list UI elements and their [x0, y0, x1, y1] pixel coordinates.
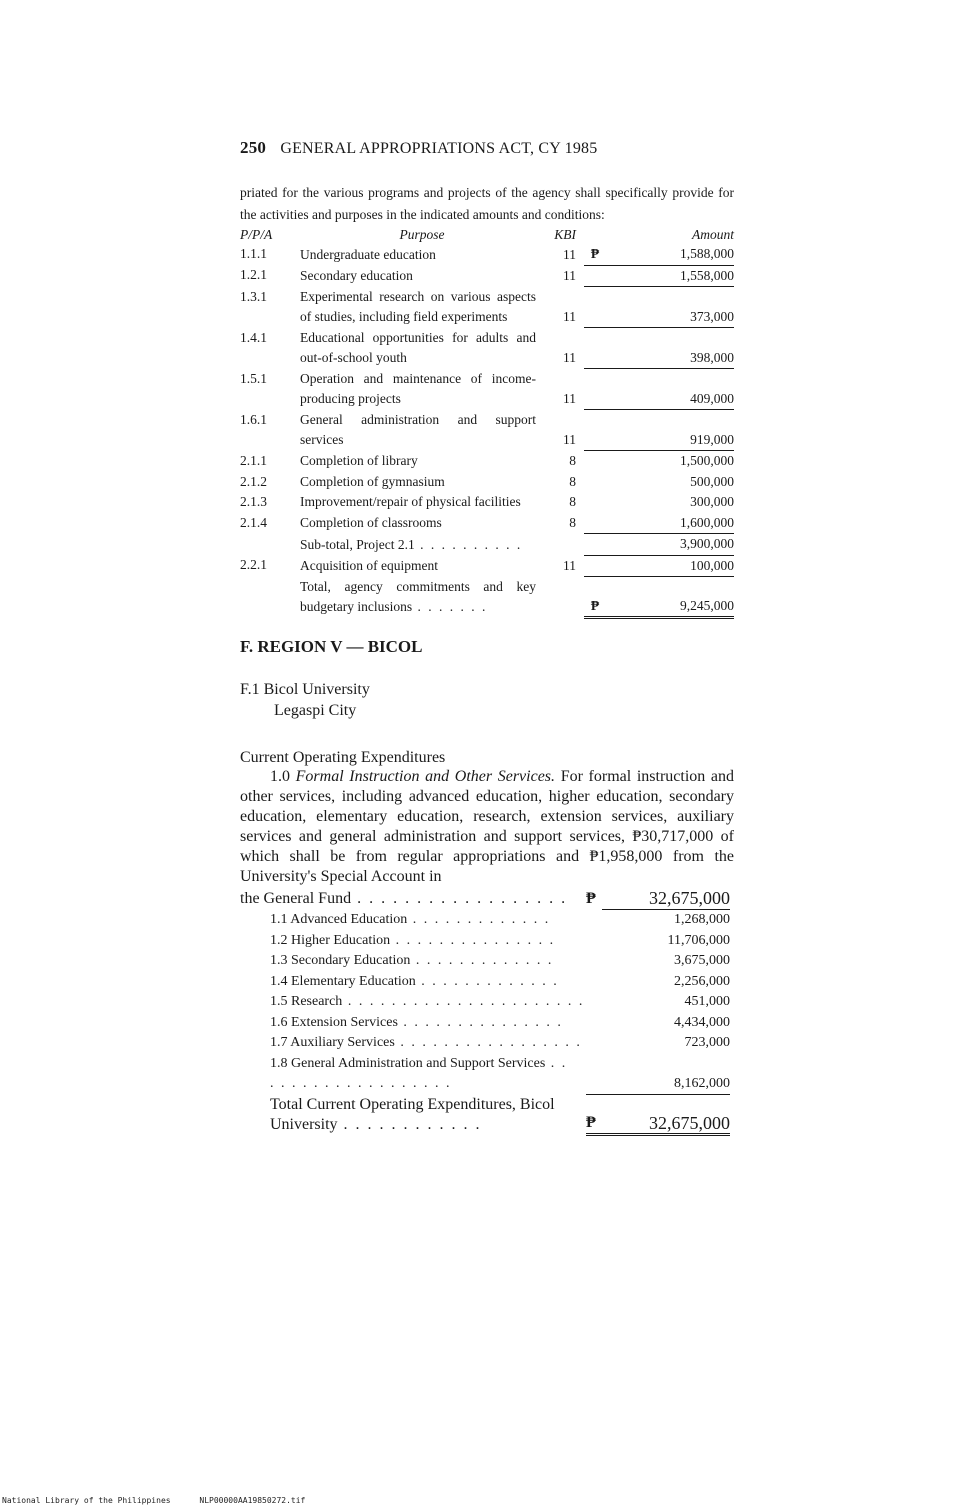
table-row [240, 265, 734, 287]
item-label: Higher Education [291, 932, 391, 948]
kbi-value: 11 [563, 558, 576, 573]
amount-value: 300,000 [690, 494, 734, 509]
dot-leader: . . . . . . . . . . . . . . . . . [394, 1035, 582, 1050]
item-label: Secondary Education [291, 953, 411, 968]
dot-leader: . . . . . . . . . . . . . . . [390, 932, 556, 948]
item-num: 1.4 [270, 973, 288, 989]
list-item [240, 910, 730, 931]
dot-leader: . . . . . . . . . . . . . [410, 953, 554, 968]
dot-leader: . . . . . . . [412, 599, 488, 614]
table-row [240, 472, 734, 493]
table-row [240, 410, 734, 451]
list-item [240, 1013, 730, 1034]
table-row [240, 513, 734, 534]
purpose-text: Improvement/repair of physical facilities [300, 494, 521, 509]
amount-value: 100,000 [606, 555, 734, 577]
scan-footer [2, 1496, 305, 1505]
peso-sign: ₱ [584, 244, 606, 265]
item-amount: 3,675,000 [674, 953, 730, 968]
peso-sign: ₱ [584, 577, 606, 618]
amount-value: 1,600,000 [606, 513, 734, 534]
total-row [240, 1095, 730, 1135]
dot-leader: . . . . . . . . . . . . . [415, 973, 559, 989]
header-ppa: P/P/A [240, 227, 273, 242]
purpose-text: Completion of library [300, 453, 418, 468]
ppa-code: 1.6.1 [240, 411, 267, 427]
kbi-value: 11 [563, 391, 576, 406]
total-row [240, 577, 734, 618]
dot-leader: . . . . . . . . . . . . . . . . . . . [270, 1055, 568, 1091]
amount-value: 1,500,000 [680, 453, 734, 468]
section-title: Current Operating Expenditures [240, 749, 446, 766]
item-label: Extension Services [291, 1014, 398, 1030]
university-name: Bicol University [263, 681, 370, 698]
dot-leader: . . . . . . . . . . [414, 536, 523, 552]
page-title: GENERAL APPROPRIATIONS ACT, CY 1985 [280, 140, 598, 157]
item-number: 1.0 [270, 768, 290, 785]
item-amount: 8,162,000 [602, 1054, 730, 1095]
ppa-code: 1.2.1 [240, 267, 267, 282]
kbi-value: 8 [569, 494, 576, 509]
purpose-text: Undergraduate education [300, 246, 436, 262]
purpose-text: Experimental research on various aspects of studies, including field experiments [300, 288, 536, 324]
purpose-table [240, 226, 734, 619]
dot-leader: . . . . . . . . . . . . . [407, 912, 551, 927]
kbi-value: 8 [569, 473, 576, 489]
list-item [240, 1054, 730, 1095]
list-item [240, 951, 730, 972]
peso-sign: ₱ [586, 889, 596, 907]
kbi-value: 11 [563, 246, 576, 262]
kbi-value: 11 [563, 309, 576, 324]
table-row [240, 244, 734, 265]
purpose-text: General administration and support services [300, 411, 536, 447]
document-page [240, 138, 734, 1136]
kbi-value: 8 [569, 515, 576, 530]
amount-value: 398,000 [606, 328, 734, 369]
ppa-code: 2.1.2 [240, 473, 267, 489]
item-label: Advanced Education [290, 912, 408, 927]
list-item [240, 972, 730, 993]
kbi-value: 11 [563, 350, 576, 365]
purpose-text: Educational opportunities for adults and out-of-school youth [300, 329, 536, 365]
dot-leader: . . . . . . . . . . . . . . . . . . . . . . [342, 994, 585, 1009]
ppa-code: 1.1.1 [240, 246, 267, 261]
subtotal-row [240, 534, 734, 556]
amount-value: 409,000 [606, 369, 734, 410]
subtotal-label: Sub-total, Project 2.1 [300, 536, 415, 552]
kbi-value: 11 [563, 432, 576, 447]
purpose-text: Completion of gymnasium [300, 473, 445, 489]
list-item [240, 931, 730, 952]
ppa-code: 2.1.4 [240, 514, 267, 530]
ppa-code: 2.2.1 [240, 557, 267, 572]
item-num: 1.8 [270, 1055, 288, 1071]
item-label: Auxiliary Services [290, 1035, 395, 1050]
item-label: Elementary Education [291, 973, 416, 989]
table-row [240, 328, 734, 369]
purpose-text: Operation and maintenance of income-producing projects [300, 370, 536, 406]
ppa-code: 2.1.1 [240, 452, 267, 468]
page-number: 250 [240, 138, 267, 157]
page-header [240, 138, 734, 158]
amount-value: 373,000 [606, 287, 734, 328]
amount-value: 919,000 [606, 410, 734, 451]
item-amount: 1,268,000 [674, 912, 730, 927]
list-item [240, 992, 730, 1013]
purpose-text: Acquisition of equipment [300, 558, 438, 573]
item-num: 1.2 [270, 932, 288, 948]
peso-sign: ₱ [586, 1095, 602, 1135]
university-heading [240, 679, 734, 721]
university-code: F.1 [240, 681, 260, 698]
header-purpose: Purpose [399, 227, 445, 242]
item-amount: 4,434,000 [674, 1014, 730, 1030]
library-name: National Library of the Philippines [2, 1496, 171, 1505]
kbi-value: 8 [569, 453, 576, 468]
table-row [240, 287, 734, 328]
item-num: 1.1 [270, 912, 288, 927]
item-amount: 11,706,000 [667, 932, 730, 948]
kbi-value: 11 [563, 268, 576, 283]
purpose-text: Completion of classrooms [300, 515, 442, 530]
table-header-row [240, 226, 734, 244]
dot-leader: . . . . . . . . . . . . [337, 1115, 482, 1133]
expenditure-table [240, 887, 730, 1136]
item-label: General Administration and Support Services [291, 1055, 546, 1071]
item-num: 1.5 [270, 994, 288, 1009]
total-amount: 9,245,000 [606, 577, 734, 618]
ppa-code: 1.4.1 [240, 329, 267, 345]
region-heading: F. REGION V — BICOL [240, 637, 423, 656]
item-amount: 451,000 [684, 994, 730, 1009]
table-row [240, 555, 734, 577]
table-row [240, 369, 734, 410]
item-num: 1.6 [270, 1014, 288, 1030]
list-item [240, 1033, 730, 1054]
item-title: Formal Instruction and Other Services. [295, 768, 556, 785]
dot-leader: . . . . . . . . . . . . . . . . . . [351, 889, 568, 907]
dot-leader: . . . . . . . . . . . . . . . [397, 1014, 563, 1030]
paragraph-text: For formal instruction and other services, including advanced education, higher education, secondary education, elementary education, research, extension services, auxiliary services and general administration and support services, ₱30,717,000 of which shall be from regular appropriations and ₱1,958,000 from the University's Special Account in [240, 768, 735, 885]
purpose-text: Secondary education [300, 268, 413, 283]
item-amount: 723,000 [684, 1035, 730, 1050]
item-num: 1.3 [270, 953, 288, 968]
subtotal-amount: 3,900,000 [606, 534, 734, 556]
item-amount: 2,256,000 [674, 973, 730, 989]
general-fund-amount: 32,675,000 [602, 887, 730, 910]
amount-value: 500,000 [690, 473, 734, 489]
total-label: Total Current Operating Expenditures, Bicol University [270, 1095, 555, 1133]
ppa-code: 1.5.1 [240, 370, 267, 386]
table-row [240, 492, 734, 513]
header-kbi: KBI [554, 227, 576, 242]
intro-text: priated for the various programs and projects of the agency shall specifically provide for the activities and purposes in the indicated amounts and conditions: [240, 185, 734, 222]
item-label: Research [291, 994, 343, 1009]
university-location: Legaspi City [274, 702, 357, 719]
amount-value: 1,558,000 [606, 265, 734, 287]
total-amount: 32,675,000 [602, 1095, 730, 1135]
ppa-code: 1.3.1 [240, 288, 267, 304]
appropriation-paragraph [240, 767, 734, 887]
ppa-code: 2.1.3 [240, 494, 267, 509]
amount-value: 1,588,000 [606, 244, 734, 265]
table-row [240, 451, 734, 472]
total-label: Total, agency commitments and key budgetary inclusions [300, 578, 536, 614]
file-id: NLP00000AA19850272.tif [199, 1496, 306, 1505]
item-num: 1.7 [270, 1035, 288, 1050]
header-amount: Amount [692, 227, 734, 242]
general-fund-label: the General Fund [240, 889, 352, 907]
general-fund-row [240, 887, 730, 910]
